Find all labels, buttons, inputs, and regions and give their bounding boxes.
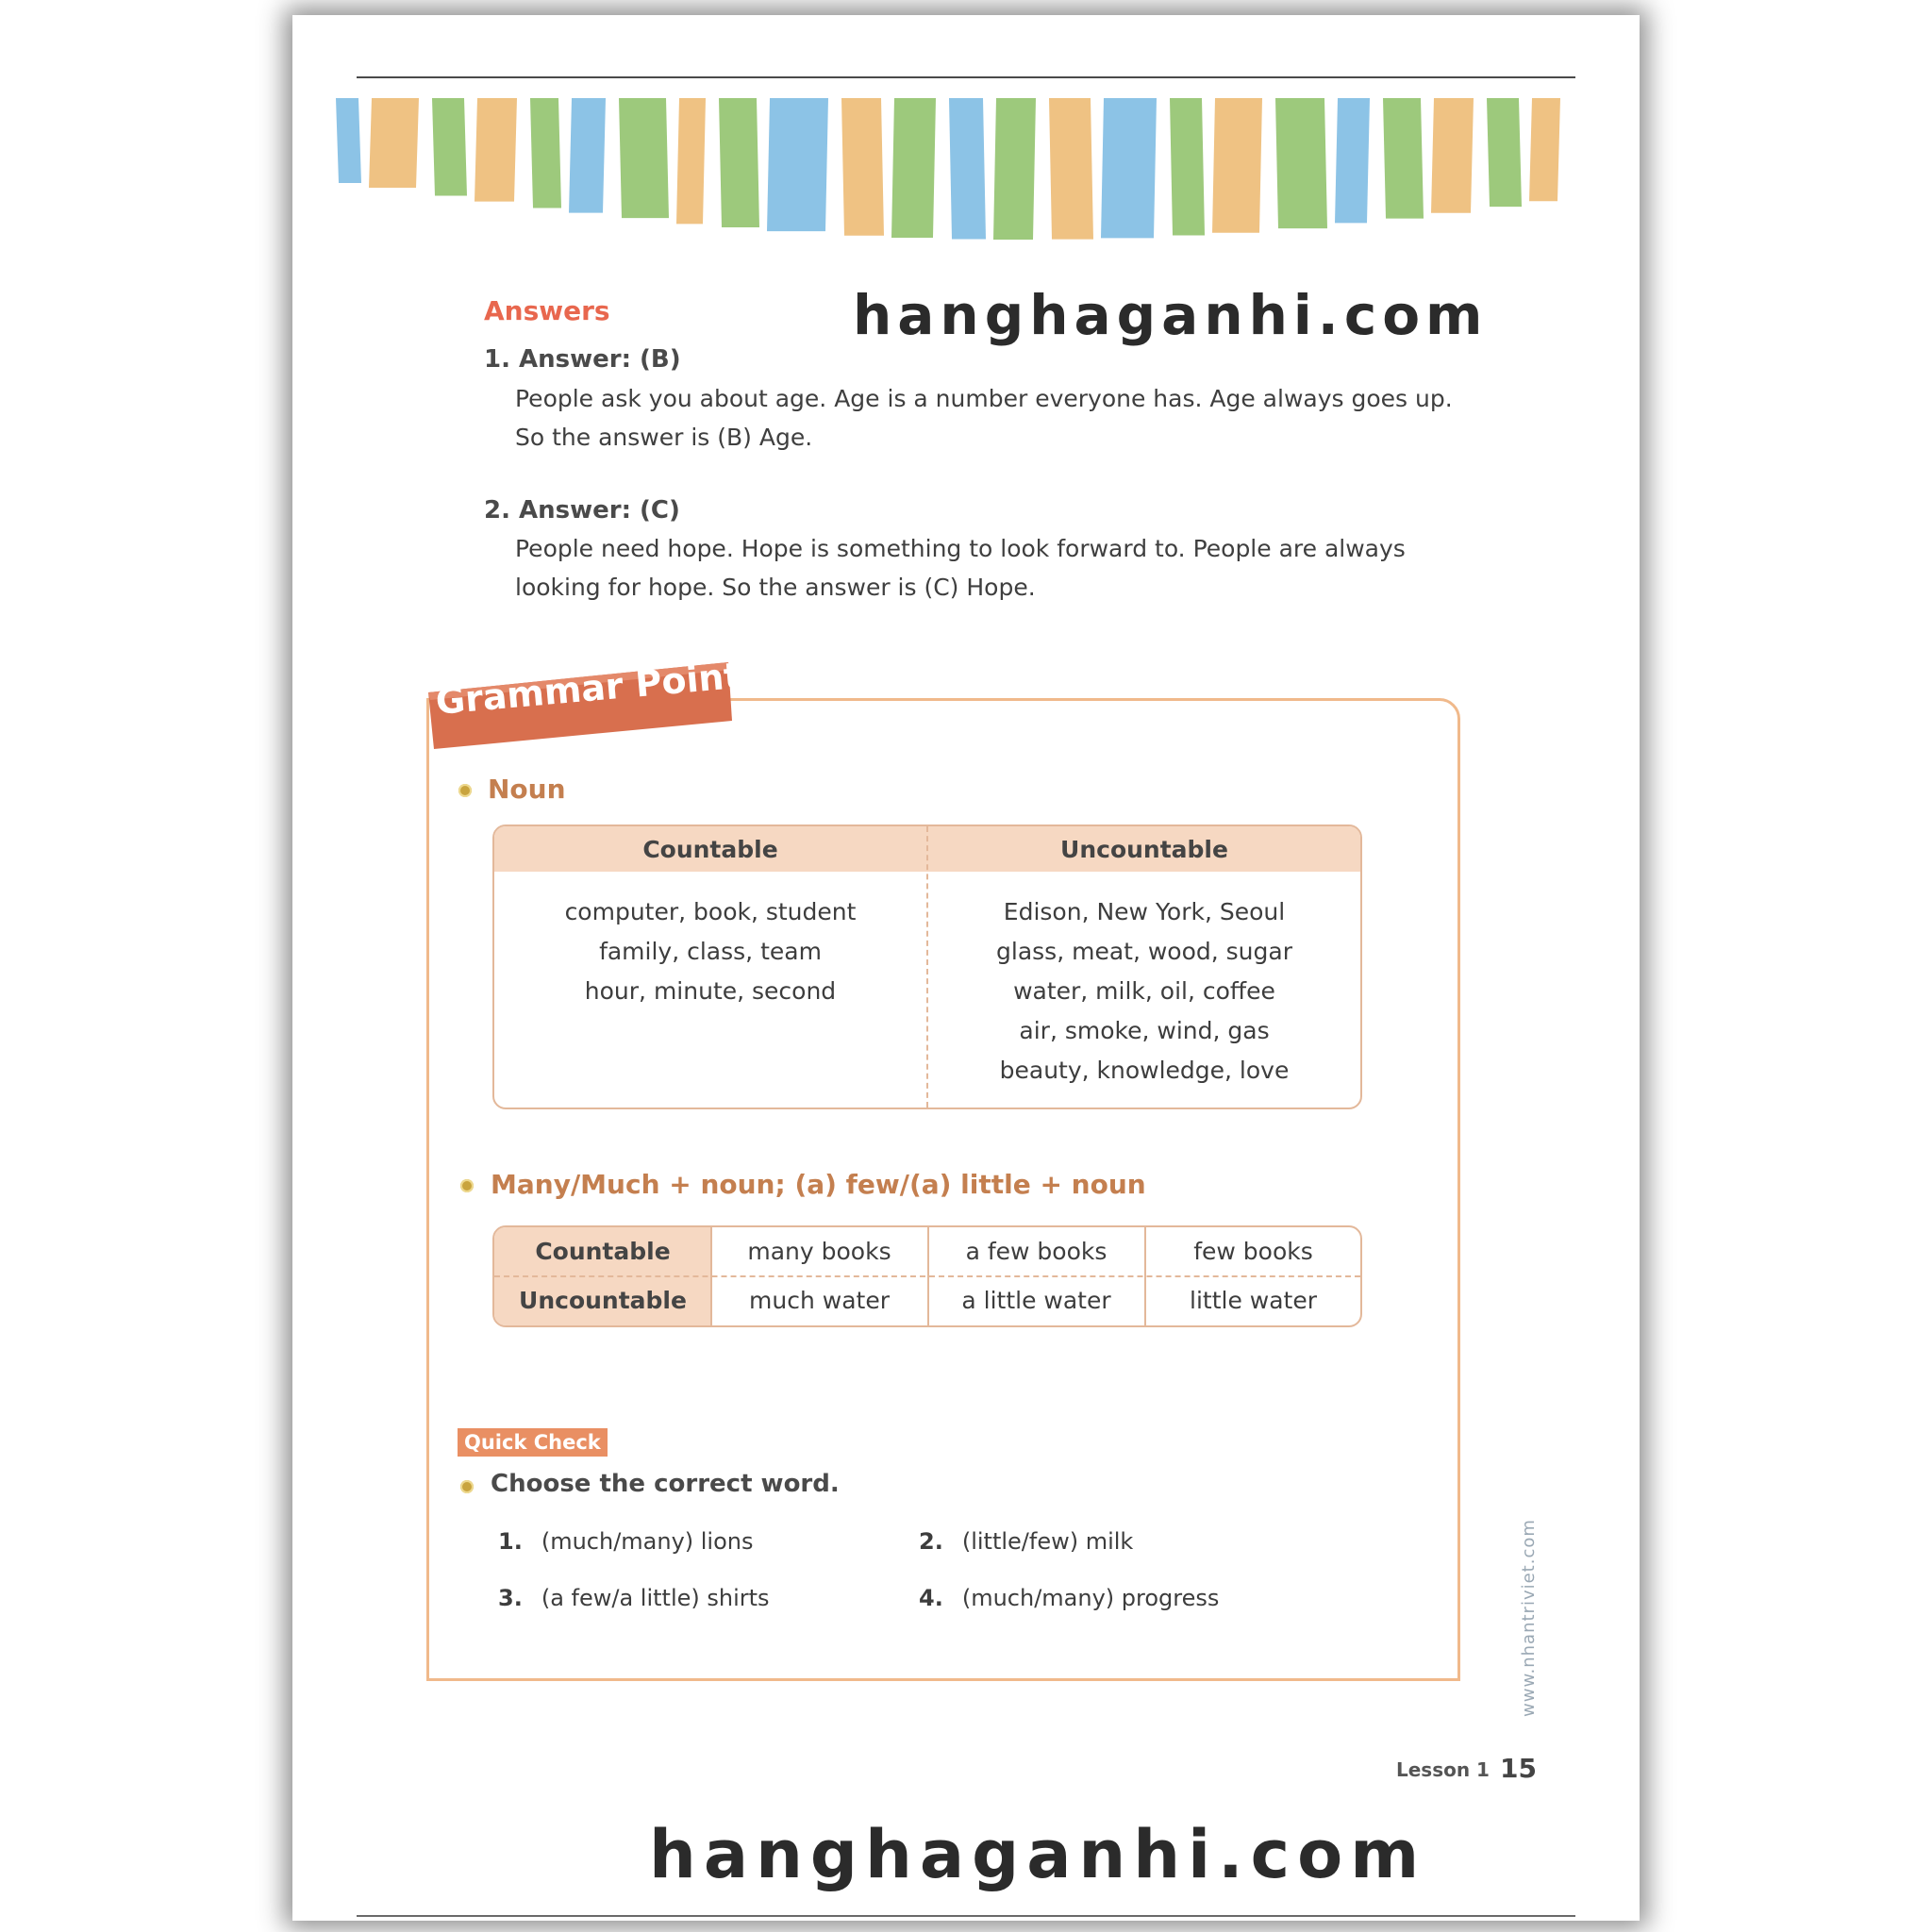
header-uncountable: Uncountable: [1060, 836, 1228, 863]
stripe: [993, 98, 1036, 240]
countable-line: hour, minute, second: [584, 977, 837, 1005]
quick-check-item: [919, 1528, 1133, 1555]
uncountable-line: Edison, New York, Seoul: [1003, 898, 1286, 925]
stripe: [1212, 98, 1262, 233]
quick-check-item: [498, 1585, 770, 1611]
item-text: (much/many) progress: [961, 1585, 1220, 1611]
stripe: [891, 98, 936, 238]
table-cell: a few books: [965, 1238, 1108, 1265]
stripe: [767, 98, 828, 231]
answer-2-heading: 2. Answer: (C): [484, 496, 680, 525]
row-label-uncountable: Uncountable: [494, 1276, 711, 1325]
stripe: [1101, 98, 1157, 238]
row-label-countable: Countable: [494, 1227, 711, 1276]
countable-line: family, class, team: [599, 938, 822, 965]
bottom-rule: [357, 1915, 1575, 1917]
stripe: [369, 98, 419, 188]
uncountable-column: [928, 892, 1360, 1091]
table-cell: much water: [749, 1287, 890, 1314]
decorative-stripes-banner: [336, 98, 1604, 240]
grammar-points-title: Grammar Points: [434, 652, 764, 723]
quantifiers-table: [492, 1225, 1362, 1327]
item-number: 4.: [919, 1585, 943, 1611]
quick-check-item: [498, 1528, 754, 1555]
answers-title: Answers: [484, 295, 610, 326]
watermark-top: hanghaganhi.com: [853, 283, 1489, 347]
answer-2-text: People need hope. Hope is something to look forward to. People are always looking for hope. So the answer is (C) Hope.: [515, 535, 1406, 601]
column-divider: [1144, 1227, 1146, 1325]
item-text: (little/few) milk: [961, 1528, 1134, 1555]
bullet-icon: [460, 1179, 474, 1192]
table-cell: a little water: [961, 1287, 1111, 1314]
side-url: www.nhantriviet.com: [1519, 1519, 1539, 1717]
column-divider: [710, 1227, 712, 1325]
uncountable-line: glass, meat, wood, sugar: [996, 938, 1292, 965]
stripe: [475, 98, 517, 202]
quantifiers-heading: Many/Much + noun; (a) few/(a) little + noun: [491, 1169, 1146, 1200]
stripe: [1335, 98, 1370, 223]
stripe: [1383, 98, 1424, 219]
item-text: (a few/a little) shirts: [541, 1585, 770, 1611]
answer-1-text: People ask you about age. Age is a number everyone has. Age always goes up. So the answer is (B) Age.: [515, 385, 1453, 451]
stripe: [841, 98, 884, 236]
item-number: 1.: [498, 1528, 523, 1555]
stripe: [949, 98, 986, 240]
countable-column: [494, 892, 926, 1011]
stripe: [1529, 98, 1560, 201]
stripe: [1431, 98, 1474, 213]
stripe: [1487, 98, 1522, 207]
table-cell: little water: [1190, 1287, 1317, 1314]
countable-line: computer, book, student: [564, 898, 857, 925]
stripe: [619, 98, 669, 218]
uncountable-line: beauty, knowledge, love: [999, 1057, 1290, 1084]
quick-check-instruction: Choose the correct word.: [491, 1470, 840, 1498]
stripe: [1275, 98, 1327, 228]
page-number: 15: [1500, 1753, 1537, 1784]
bullet-icon: [458, 784, 472, 797]
table-cell: few books: [1193, 1238, 1313, 1265]
noun-table: [492, 824, 1362, 1109]
column-divider: [927, 1227, 929, 1325]
stripe: [676, 98, 706, 224]
noun-heading: Noun: [488, 774, 566, 805]
table-cell: many books: [747, 1238, 891, 1265]
bullet-icon: [460, 1480, 474, 1493]
stripe: [569, 98, 606, 213]
header-countable: Countable: [642, 836, 778, 863]
footer-lesson: Lesson 1: [1396, 1758, 1490, 1781]
stripe: [1170, 98, 1205, 235]
answer-1-heading: 1. Answer: (B): [484, 345, 681, 374]
watermark-bottom: hanghaganhi.com: [649, 1816, 1427, 1893]
stripe: [432, 98, 467, 195]
stripe: [719, 98, 759, 227]
quick-check-item: [919, 1585, 1219, 1611]
stripe: [1049, 98, 1093, 240]
item-number: 2.: [919, 1528, 943, 1555]
uncountable-line: water, milk, oil, coffee: [1013, 977, 1275, 1005]
uncountable-line: air, smoke, wind, gas: [1019, 1017, 1270, 1044]
stripe: [530, 98, 561, 208]
top-rule: [357, 76, 1575, 78]
item-number: 3.: [498, 1585, 523, 1611]
quick-check-badge: Quick Check: [458, 1428, 608, 1457]
item-text: (much/many) lions: [541, 1528, 754, 1555]
stripe: [336, 98, 361, 183]
